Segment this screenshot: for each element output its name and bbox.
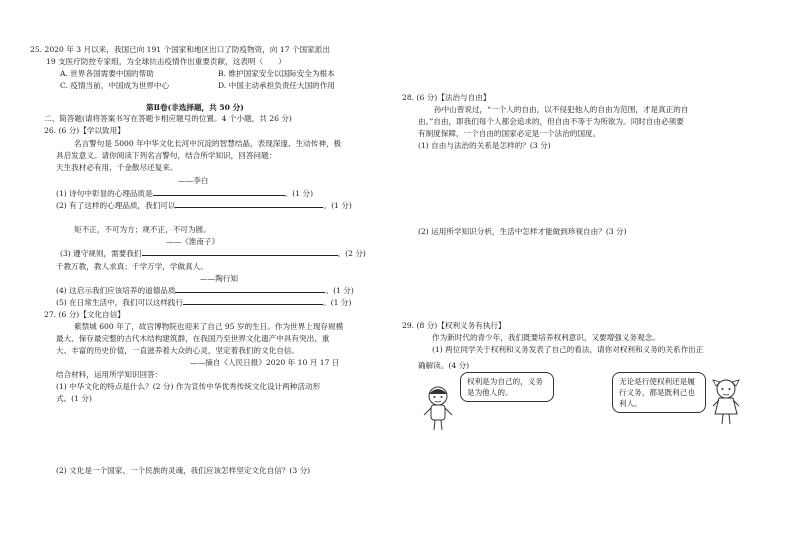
q26-heading: 26. (6 分)【学以致用】 [44, 126, 125, 135]
q29-sub-1-cont: 确解读。(4 分) [418, 361, 470, 370]
q26-sub-2 [56, 201, 352, 210]
q29-sub-1: (1) 两位同学关于权利和义务发表了自己的看法，请你对权利和义务的关系作出正 [432, 345, 704, 354]
q27-ask: 结合材料，运用所学知识回答： [56, 370, 163, 379]
answer-blank [142, 249, 338, 256]
q26-quote-3: 千教万教，教人求真；千学万学，学做真人。 [56, 262, 208, 271]
q26-sub-5-points: 。(1 分) [323, 298, 352, 307]
speech-bubble-left: 权利是为自己的，义务是为他人的。 [460, 372, 554, 402]
q28-para-line2: 由。”自由，即我们每个人都会追求的，但自由不等于为所欲为。同时自由必须要 [418, 117, 684, 126]
q27-source: ——摘自《人民日报》2020 年 10 月 17 日 [190, 358, 340, 367]
q28-sub-1: (1) 自由与法治的关系是怎样的？(3 分) [418, 141, 551, 150]
q28-para-line3: 有制度保障，一个自由的国家必定是一个法治的国度。 [418, 129, 601, 138]
q27-sub-1-cont: 式。(1 分) [56, 394, 92, 403]
q26-sub-2-points: 。(1 分) [323, 201, 352, 210]
q26-sub-1-points: 。(1 分) [284, 189, 314, 198]
q26-sub-4-points: 。(1 分) [325, 286, 354, 295]
q27-heading: 27. (6 分)【文化自信】 [44, 310, 125, 319]
q26-author-2: ——《淮南子》 [166, 237, 220, 246]
q26-sub-3 [60, 249, 366, 258]
q26-sub-1 [56, 189, 313, 198]
q28-heading: 28. (6 分)【法治与自由】 [402, 93, 491, 102]
q26-sub-3-points: 。(2 分) [337, 249, 366, 258]
q26-intro-line1: 名言警句是 5000 年中华文化长河中沉淀的智慧结晶，表现深邃、生动传神，极 [74, 139, 342, 148]
q26-sub-5 [56, 298, 351, 307]
student-boy-illustration [418, 384, 458, 432]
q26-sub-2-text: (2) 有了这样的心理品质，我们可以 [56, 201, 176, 210]
q27-sub-1: (1) 中华文化的特点是什么？(2 分) 作为宣传中华优秀传统文化设计两种活动形 [56, 382, 321, 391]
answer-blank [183, 298, 323, 305]
q27-para-line2: 最大、保存最完整的古代木结构建筑群，在我国乃至世界文化遗产中具有突出、重 [56, 334, 330, 343]
student-girl-illustration [706, 376, 746, 426]
answer-blank [175, 201, 323, 208]
answer-blank [153, 189, 285, 196]
section-2-instruction: 二、简答题(请将答案书写在答题卡相应题号的位置。4 个小题，共 26 分) [44, 114, 292, 123]
q27-sub-2: (2) 文化是一个国家、一个民族的灵魂，我们应该怎样坚定文化自信？(3 分) [56, 466, 311, 475]
q28-sub-2: (2) 运用所学知识分析，生活中怎样才能做到珍视自由？(3 分) [418, 227, 627, 236]
q26-quote-2: 矩不正，不可为方；规不正，不可为圆。 [74, 225, 211, 234]
q25-option-a: A. 世界各国需要中国的帮助 [60, 69, 154, 78]
q27-para-line3: 大、丰富的历史价值，一直滋养着大众的心灵，坚定着我们的文化自信。 [56, 346, 299, 355]
q25-option-b: B. 维护国家安全以国际安全为根本 [218, 69, 335, 78]
q26-quote-1: 天生我材必有用，千金散尽还复来。 [56, 163, 178, 172]
q26-sub-3-text: (3) 遵守规则，需要我们 [60, 249, 142, 258]
q29-para-line1: 作为新时代的青少年，我们既要培养权利意识，又要增强义务观念。 [432, 333, 660, 342]
q25-option-c: C. 疫情当前，中国成为世界中心 [60, 81, 170, 90]
q26-sub-1-text: (1) 诗句中彰显的心理品质是 [56, 189, 153, 198]
answer-blank [175, 286, 325, 293]
q25-option-d: D. 中国主动承担负责任大国的作用 [218, 81, 335, 90]
q26-author-1: ——李白 [178, 176, 209, 185]
q26-author-3: ——陶行知 [200, 274, 238, 283]
q26-sub-4 [56, 286, 354, 295]
q28-para-line1: 孙中山曾说过，“一个人的自由，以不侵犯他人的自由为范围，才是真正的自 [434, 105, 689, 114]
q29-heading: 29. (8 分)【权利义务有执行】 [402, 321, 506, 330]
q26-sub-4-text: (4) 这启示我们应该培养的道德品质 [56, 286, 176, 295]
speech-bubble-right: 无论是行使权利还是履行义务，都是既利己也利人。 [612, 372, 706, 413]
q27-para-line1: 紫禁城 600 年了，故宫博物院也迎来了自己 95 岁的生日。作为世界上现存规模 [74, 322, 344, 331]
section-2-title: 第Ⅱ卷(非选择题，共 50 分) [146, 103, 244, 112]
q25-stem-line1: 25. 2020 年 3 月以来，我国已向 191 个国家和地区出口了防疫物资，向 17 个国家派出 [30, 45, 330, 54]
q26-intro-line2: 具启发意义。请你阅读下列名言警句，结合所学知识，回答问题： [56, 151, 277, 160]
q26-sub-5-text: (5) 在日常生活中，我们可以这样践行 [56, 298, 184, 307]
q25-stem-line2: 19 支医疗防控专家组，为全球抗击疫情作出重要贡献，这表明（ ） [46, 57, 286, 66]
